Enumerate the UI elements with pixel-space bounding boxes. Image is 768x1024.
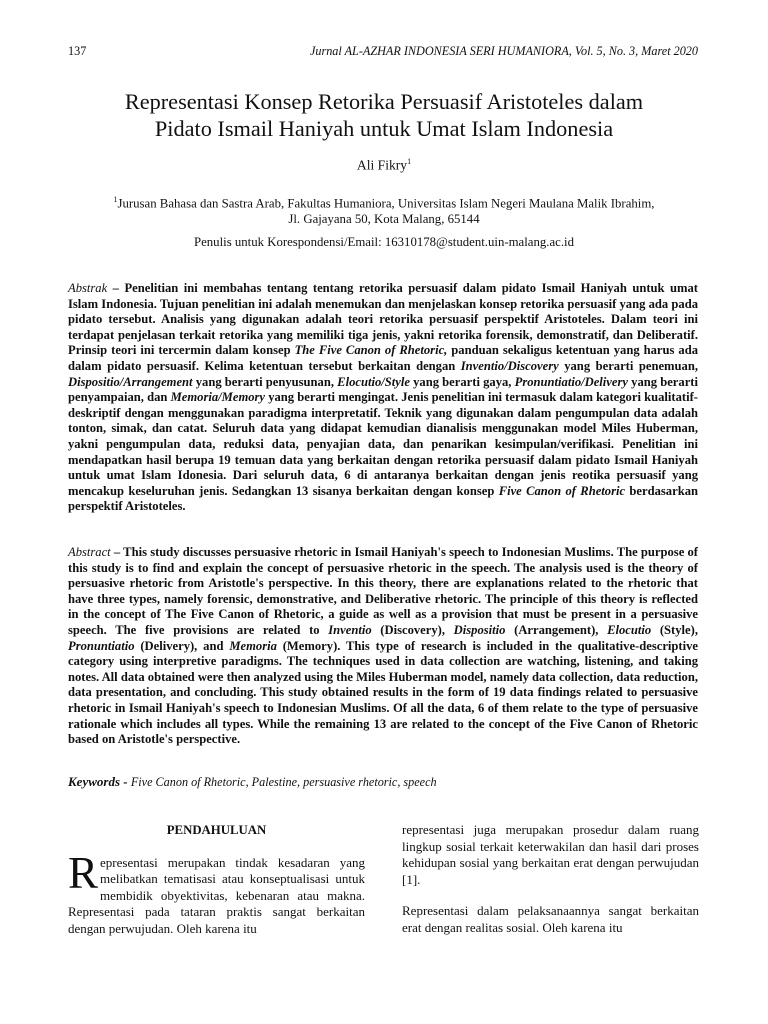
affiliation	[60, 192, 708, 227]
abstrak-text: – Penelitian ini membahas tentang tentang retorika persuasif dalam pidato Ismail Haniyah untuk umat Islam Indonesia. Tujuan penelitian ini adalah menemukan dan menjelaskan konsep retorika persuasif yang ada pada pidato tersebut. Analisis yang digunakan adalah teori retorika persuasif perspektif Aristoteles. Dalam teori ini terdapat penjelasan terkait retorika yang memiliki tiga jenis, yakni retorika forensik, demonstratif, dan Deliberatif. Prinsip teori ini tercermin dalam konsep	[68, 281, 698, 358]
affiliation-line-1: Jurusan Bahasa dan Sastra Arab, Fakultas Humaniora, Universitas Islam Negeri Maulana Malik Ibrahim,	[117, 196, 655, 211]
abstract-italic: Memoria	[229, 638, 277, 653]
abstract-italic: Inventio	[328, 622, 372, 637]
abstract-italic: Elocutio	[607, 622, 652, 637]
abstract-english	[68, 545, 698, 748]
abstrak-label: Abstrak	[68, 281, 108, 295]
abstrak-italic: Dispositio/Arrangement	[68, 374, 193, 389]
abstrak-text: yang berarti penyusunan,	[192, 374, 338, 389]
paragraph-next: Representasi dalam pelaksanaannya sangat berkaitan erat dengan realitas sosial. Oleh karena itu	[402, 903, 699, 935]
abstrak-italic: The Five Canon of Rhetoric,	[294, 343, 448, 358]
abstract-text: (Style),	[651, 622, 698, 637]
abstrak-text: yang berarti penemuan,	[558, 358, 698, 373]
intro-text: epresentasi merupakan tindak kesadaran yang melibatkan tematisasi atau konseptualisasi untuk membidik obyektivitas, kebenaran atau makna. Representasi pada tataran praktis sangat berkaitan dengan perwujudan. Oleh karena itu	[68, 854, 365, 936]
page-number: 137	[68, 44, 87, 58]
correspondence-email: Penulis untuk Korespondensi/Email: 16310178@student.uin-malang.ac.id	[193, 235, 574, 249]
paragraph-continued: representasi juga merupakan prosedur dalam ruang lingkup sosial terkait keterwakilan dan hasil dari proses kehidupan sosial yang berkaitan erat dengan perwujudan [1].	[402, 822, 699, 887]
keywords	[68, 774, 437, 790]
abstrak-italic: Inventio/Discovery	[460, 358, 559, 373]
running-header	[68, 44, 698, 60]
intro-paragraph	[68, 847, 365, 938]
drop-cap: R	[68, 847, 99, 898]
abstrak-indonesian	[68, 281, 698, 515]
abstract-text: (Discovery),	[371, 622, 454, 637]
affiliation-line-2: Jl. Gajayana 50, Kota Malang, 65144	[288, 212, 480, 227]
abstrak-italic: Memoria/Memory	[170, 390, 266, 405]
abstract-text: (Delivery), and	[134, 638, 230, 653]
author-affiliation-mark: 1	[407, 157, 412, 166]
abstrak-italic: Pronuntiatio/Delivery	[514, 374, 628, 389]
abstract-italic: Dispositio	[453, 622, 506, 637]
body-column-left	[68, 822, 365, 937]
paper-title	[40, 88, 728, 142]
abstrak-text: yang berarti mengingat. Jenis penelitian ini termasuk dalam kategori kualitatif-deskriptif dengan menggunakan paradigma interpretatif. Teknik yang digunakan dalam pengumpulan data adalah tonton, simak, dan catat. Seluruh data yang didapat kemudian dianalisis menggunakan model Miles Huberman, yakni pengumpulan data, reduksi data, penyajian data, dan penarikan kesimpulan/verifikasi. Penelitian ini mendapatkan hasil berupa 19 temuan data yang berkaitan dengan retorika persuasif dalam pidato Ismail Haniyah untuk umat Islam Idonesia. Dari seluruh data, 6 di antaranya berkaitan dengan jenis reotika persuasif yang mencakup keseluruhan jenis. Sedangkan 13 sisanya berkaitan dengan konsep	[68, 390, 698, 498]
abstrak-italic: Elocutio/Style	[337, 374, 410, 389]
author-name: Ali Fikry	[356, 157, 408, 173]
abstract-label: Abstract	[68, 545, 111, 559]
abstract-text: (Arrangement),	[505, 622, 608, 637]
affiliation-mark: 1	[113, 195, 118, 204]
abstract-italic: Pronuntiatio	[68, 638, 135, 653]
abstract-text: – This study discusses persuasive rhetoric in Ismail Haniyah's speech to Indonesian Muslims. The purpose of this study is to find and explain the concept of persuasive rhetoric in the speech. The analysis used is the theory of persuasive rhetoric from Aristotle's perspective. In this theory, there are explanations related to the rhetoric that have three types, namely forensic, demonstrative, and Deliberative rhetoric. The principle of this theory is reflected in the concept of The Five Canon of Rhetoric, a guide as well as a provision that must be present in a persuasive speech. The five provisions are related to	[68, 545, 698, 637]
journal-citation: Jurnal AL-AZHAR INDONESIA SERI HUMANIORA, Vol. 5, No. 3, Maret 2020	[309, 44, 698, 58]
section-heading: PENDAHULUAN	[166, 823, 267, 837]
abstrak-text: yang berarti gaya,	[409, 374, 515, 389]
keywords-list: Five Canon of Rhetoric, Palestine, persuasive rhetoric, speech	[130, 775, 437, 789]
abstrak-italic: Five Canon of Rhetoric	[498, 483, 626, 498]
keywords-label: Keywords -	[68, 774, 128, 789]
abstract-text: (Memory). This type of research is included in the qualitative-descriptive category using interpretive paradigms. The techniques used in data collection are watching, listening, and taking notes. All data obtained were then analyzed using the Miles Huberman model, namely data collection, data reduction, data presentation, and concluding. This study obtained results in the form of 19 data findings related to persuasive rhetoric in Ismail Haniyah's speech to Indonesian Muslims. Of all the data, 6 of them relate to the type of persuasive rationale which includes all types. While the remaining 13 are related to the concept of the Five Canon of Rhetoric based on Aristotle's perspective.	[68, 638, 698, 747]
abstrak-text: yang berarti penyampaian, dan	[68, 374, 698, 405]
author	[0, 157, 768, 174]
abstrak-text: berdasarkan perspektif Aristoteles.	[68, 483, 699, 514]
body-column-right	[402, 822, 699, 936]
abstrak-text: panduan sekaligus ketentuan yang harus ada dalam pidato persuasif. Kelima ketentuan tersebut berkaitan dengan	[68, 343, 698, 373]
title-line-1: Representasi Konsep Retorika Persuasif Aristoteles dalam	[124, 89, 644, 114]
title-line-2: Pidato Ismail Haniyah untuk Umat Islam Indonesia	[154, 116, 614, 141]
